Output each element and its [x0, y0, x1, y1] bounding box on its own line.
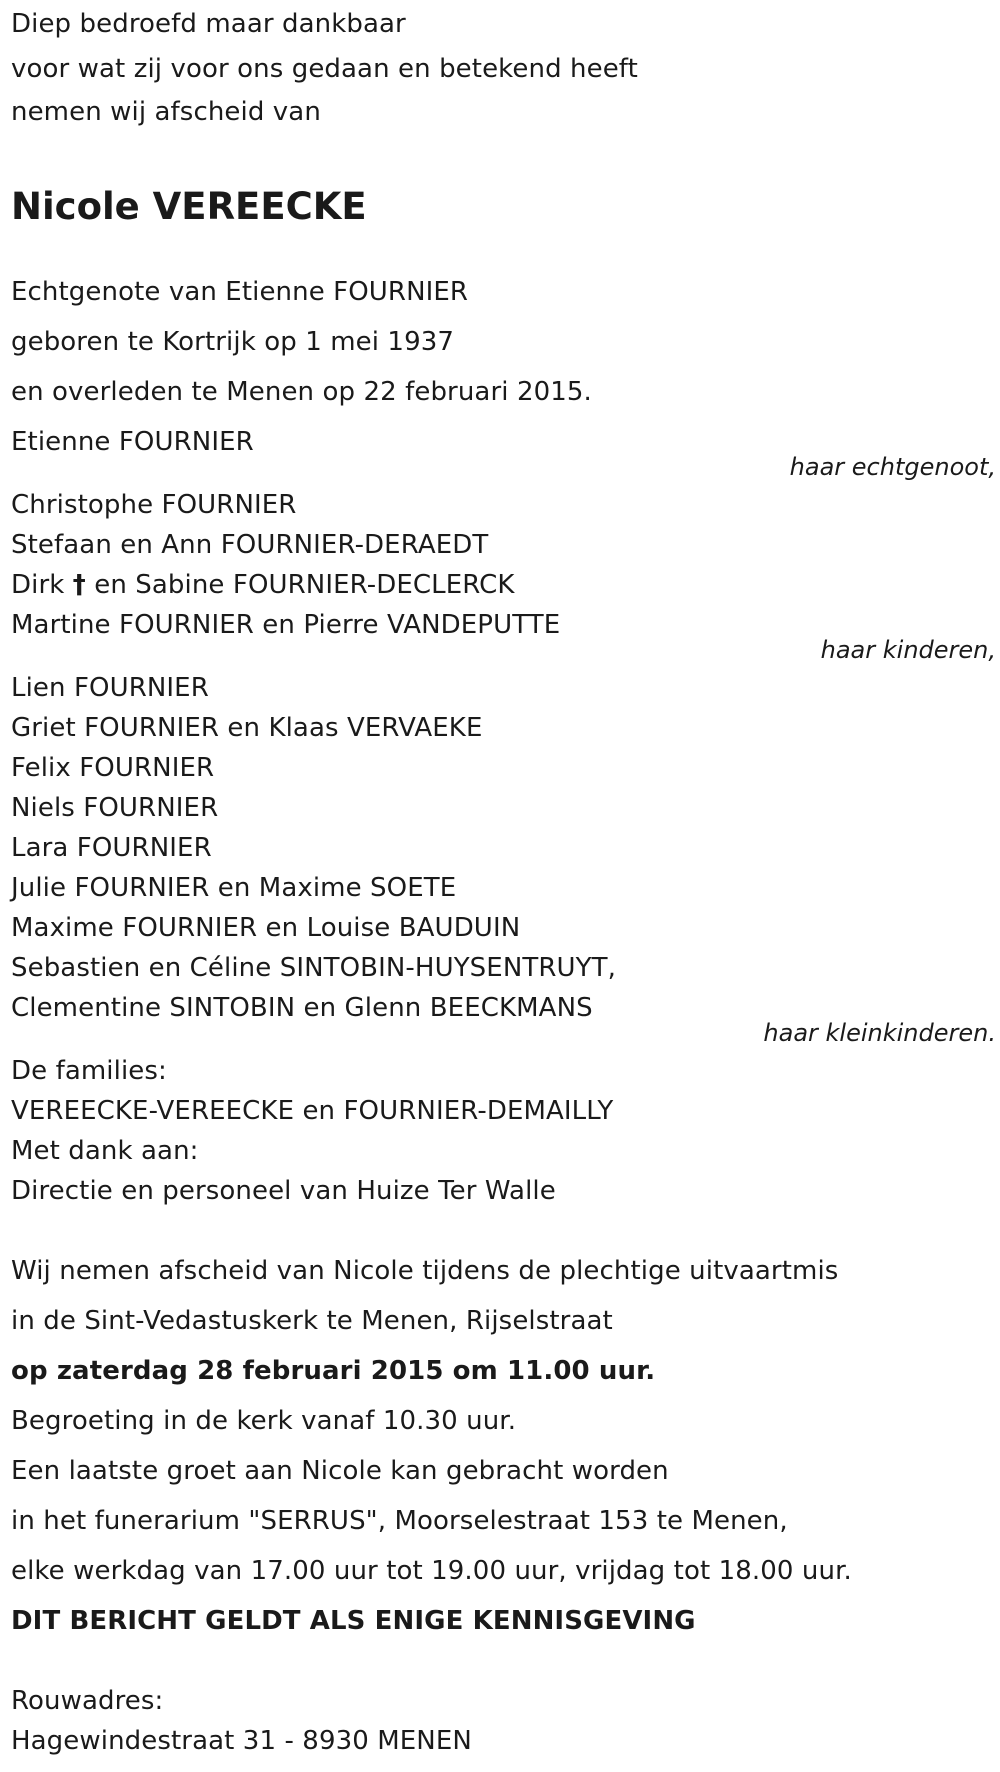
funeral-line-7: elke werkdag van 17.00 uur tot 19.00 uur, vrijdag tot 18.00 uur. [11, 1556, 852, 1586]
child-member-1: Christophe FOURNIER [11, 490, 297, 520]
thanks-label: Met dank aan: [11, 1136, 199, 1166]
spouse-member: Etienne FOURNIER [11, 427, 254, 457]
deceased-name: Nicole VEREECKE [11, 185, 367, 228]
child-member-3-name: Dirk [11, 570, 65, 600]
funeral-date-line: op zaterdag 28 februari 2015 om 11.00 uur. [11, 1356, 656, 1386]
spouse-role: haar echtgenoot, [789, 453, 996, 481]
funeral-line-2: in de Sint-Vedastuskerk te Menen, Rijselstraat [11, 1306, 613, 1336]
intro-line-2: voor wat zij voor ons gedaan en betekend heeft [11, 54, 638, 84]
grandchild-member-2: Griet FOURNIER en Klaas VERVAEKE [11, 713, 483, 743]
families-names: VEREECKE-VEREECKE en FOURNIER-DEMAILLY [11, 1096, 614, 1126]
funeral-line-5: Een laatste groet aan Nicole kan gebracht worden [11, 1456, 669, 1486]
grandchild-member-7: Maxime FOURNIER en Louise BAUDUIN [11, 913, 521, 943]
children-role: haar kinderen, [820, 636, 996, 664]
child-member-2: Stefaan en Ann FOURNIER-DERAEDT [11, 530, 489, 560]
grandchild-member-1: Lien FOURNIER [11, 673, 209, 703]
intro-line-3: nemen wij afscheid van [11, 97, 321, 127]
funeral-line-6: in het funerarium "SERRUS", Moorselestraat 153 te Menen, [11, 1506, 788, 1536]
thanks-names: Directie en personeel van Huize Ter Walle [11, 1176, 556, 1206]
address-label: Rouwadres: [11, 1686, 164, 1716]
child-member-3 [11, 569, 515, 601]
grandchild-member-6: Julie FOURNIER en Maxime SOETE [11, 873, 457, 903]
grandchildren-role: haar kleinkinderen. [763, 1019, 996, 1047]
notice-line: DIT BERICHT GELDT ALS ENIGE KENNISGEVING [11, 1606, 696, 1636]
grandchild-member-9: Clementine SINTOBIN en Glenn BEECKMANS [11, 993, 593, 1023]
grandchild-member-5: Lara FOURNIER [11, 833, 212, 863]
families-label: De families: [11, 1056, 167, 1086]
birth-line: geboren te Kortrijk op 1 mei 1937 [11, 327, 454, 357]
child-member-4: Martine FOURNIER en Pierre VANDEPUTTE [11, 610, 561, 640]
funeral-line-1: Wij nemen afscheid van Nicole tijdens de plechtige uitvaartmis [11, 1256, 839, 1286]
dagger-icon: † [72, 570, 86, 600]
child-member-3-rest: en Sabine FOURNIER-DECLERCK [94, 570, 515, 600]
intro-line-1: Diep bedroefd maar dankbaar [11, 9, 406, 39]
spouse-line: Echtgenote van Etienne FOURNIER [11, 277, 469, 307]
death-line: en overleden te Menen op 22 februari 2015. [11, 377, 592, 407]
grandchild-member-4: Niels FOURNIER [11, 793, 219, 823]
grandchild-member-3: Felix FOURNIER [11, 753, 215, 783]
grandchild-member-8: Sebastien en Céline SINTOBIN-HUYSENTRUYT, [11, 953, 616, 983]
address-value: Hagewindestraat 31 - 8930 MENEN [11, 1726, 472, 1756]
funeral-line-4: Begroeting in de kerk vanaf 10.30 uur. [11, 1406, 517, 1436]
